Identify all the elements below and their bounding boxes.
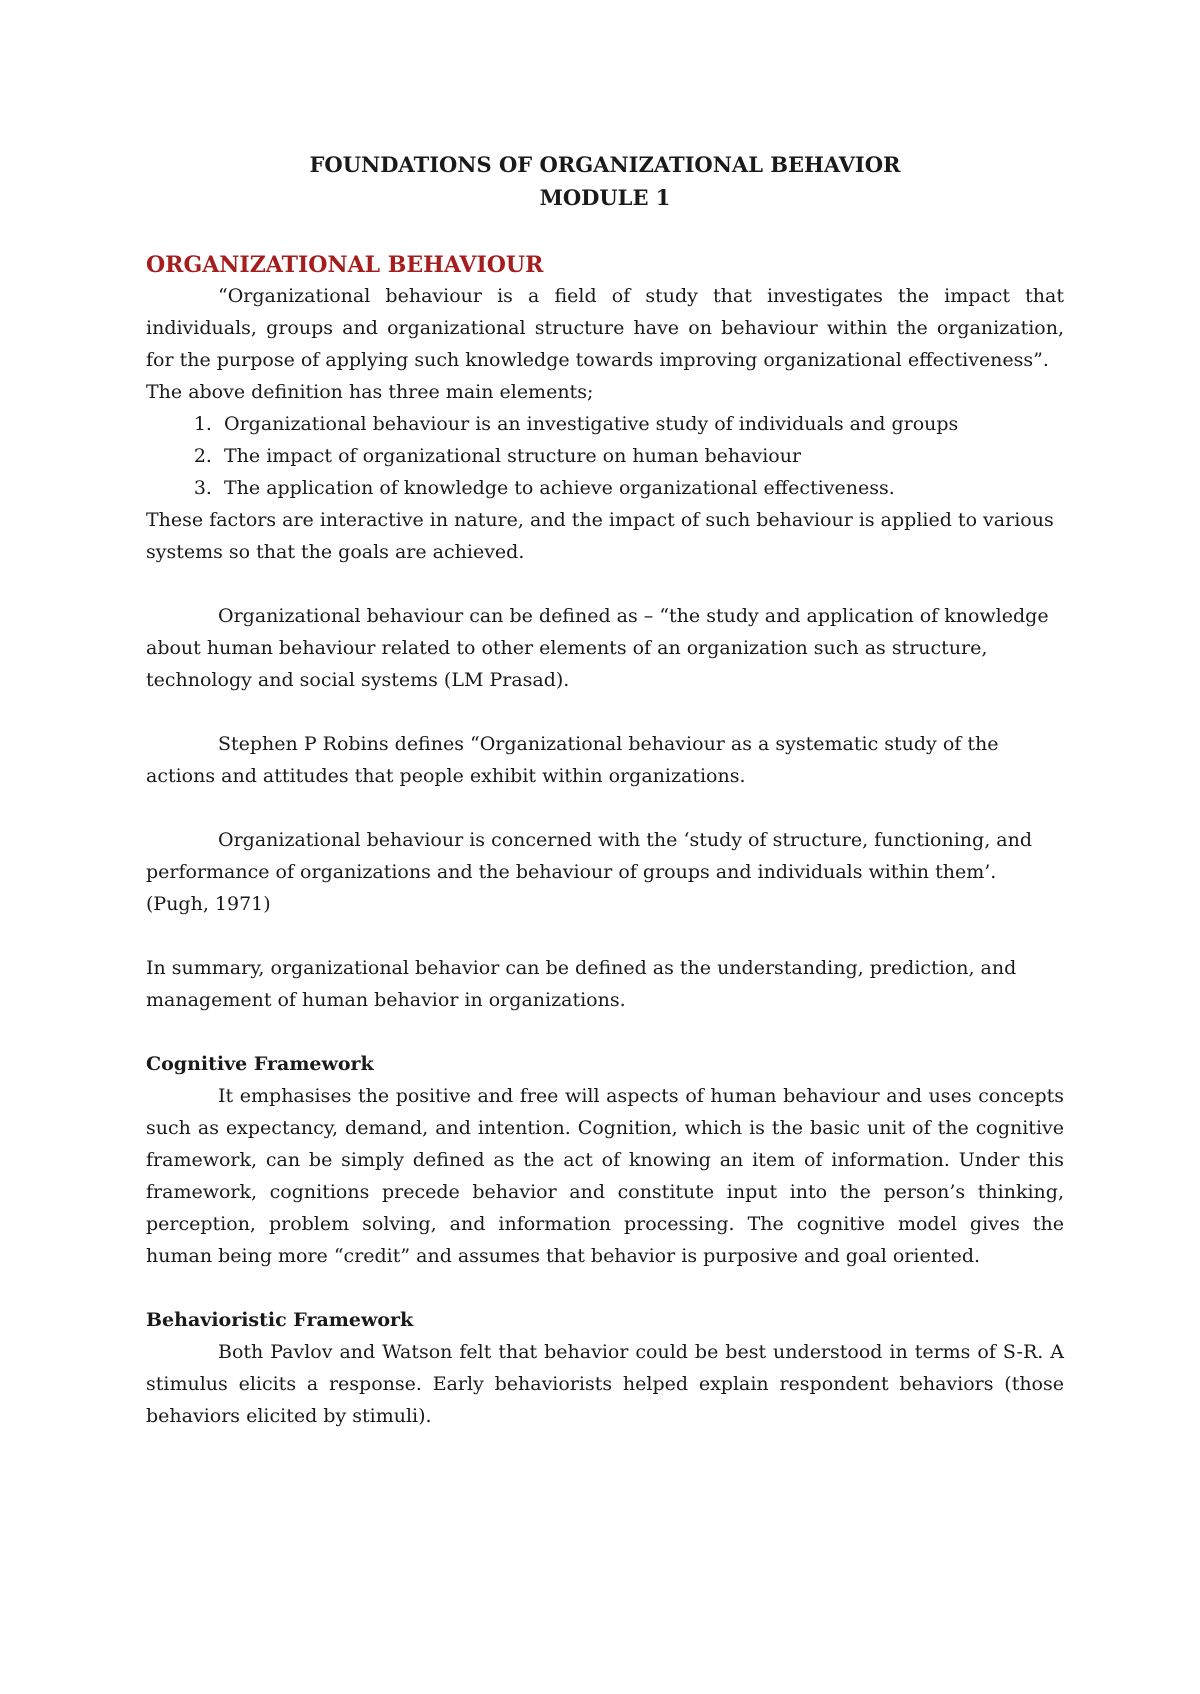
summary-paragraph: In summary, organizational behavior can be defined as the understanding, prediction, and management of human behavior in organizations. — [146, 957, 1017, 1011]
list-item: 1. Organizational behaviour is an investigative study of individuals and groups — [218, 408, 1064, 440]
cognitive-framework-body: It emphasises the positive and free will aspects of human behaviour and uses concepts such as expectancy, demand, and intention. Cognition, which is the basic unit of the cognitive framework, can be simply defined as the act of knowing an item of information. Under this framework, cognitions precede behavior and constitute input into the person’s thinking, perception, problem solving, and information processing. The cognitive model gives the human being more “credit” and assumes that behavior is purposive and goal oriented. — [146, 1085, 1064, 1267]
section-heading-organizational-behaviour: ORGANIZATIONAL BEHAVIOUR — [146, 252, 544, 278]
document-title: FOUNDATIONS OF ORGANIZATIONAL BEHAVIOR — [309, 152, 901, 177]
prasad-paragraph: Organizational behaviour can be defined as – “the study and application of knowledge about human behaviour related to other elements of an organization such as structure, technology and social systems (LM Prasad). — [146, 605, 1049, 691]
document-page — [146, 148, 1064, 1432]
list-item: 3. The application of knowledge to achieve organizational effectiveness. — [218, 472, 1064, 504]
definition-paragraph: “Organizational behaviour is a field of study that investigates the impact that individuals, groups and organizational structure have on behaviour within the organization, for the purpose of applying such knowledge towards improving organizational effectiveness”. — [146, 285, 1064, 371]
list-item: 2. The impact of organizational structure on human behaviour — [218, 440, 1064, 472]
robins-paragraph: Stephen P Robins defines “Organizational behaviour as a systematic study of the actions and attitudes that people exhibit within organizations. — [146, 733, 999, 787]
pugh-citation: (Pugh, 1971) — [146, 893, 271, 915]
document-subtitle: MODULE 1 — [539, 185, 671, 210]
elements-intro: The above definition has three main elements; — [146, 381, 594, 403]
behavioristic-framework-body: Both Pavlov and Watson felt that behavior could be best understood in terms of S-R. A stimulus elicits a response. Early behaviorists helped explain respondent behaviors (those behaviors elicited by stimuli). — [146, 1341, 1064, 1427]
elements-list — [146, 408, 1064, 504]
behavioristic-framework-heading: Behavioristic Framework — [146, 1309, 414, 1331]
cognitive-framework-heading: Cognitive Framework — [146, 1053, 374, 1075]
factors-paragraph: These factors are interactive in nature, and the impact of such behaviour is applied to various systems so that the goals are achieved. — [146, 509, 1054, 563]
pugh-paragraph: Organizational behaviour is concerned with the ‘study of structure, functioning, and performance of organizations and the behaviour of groups and individuals within them’. — [146, 829, 1033, 883]
